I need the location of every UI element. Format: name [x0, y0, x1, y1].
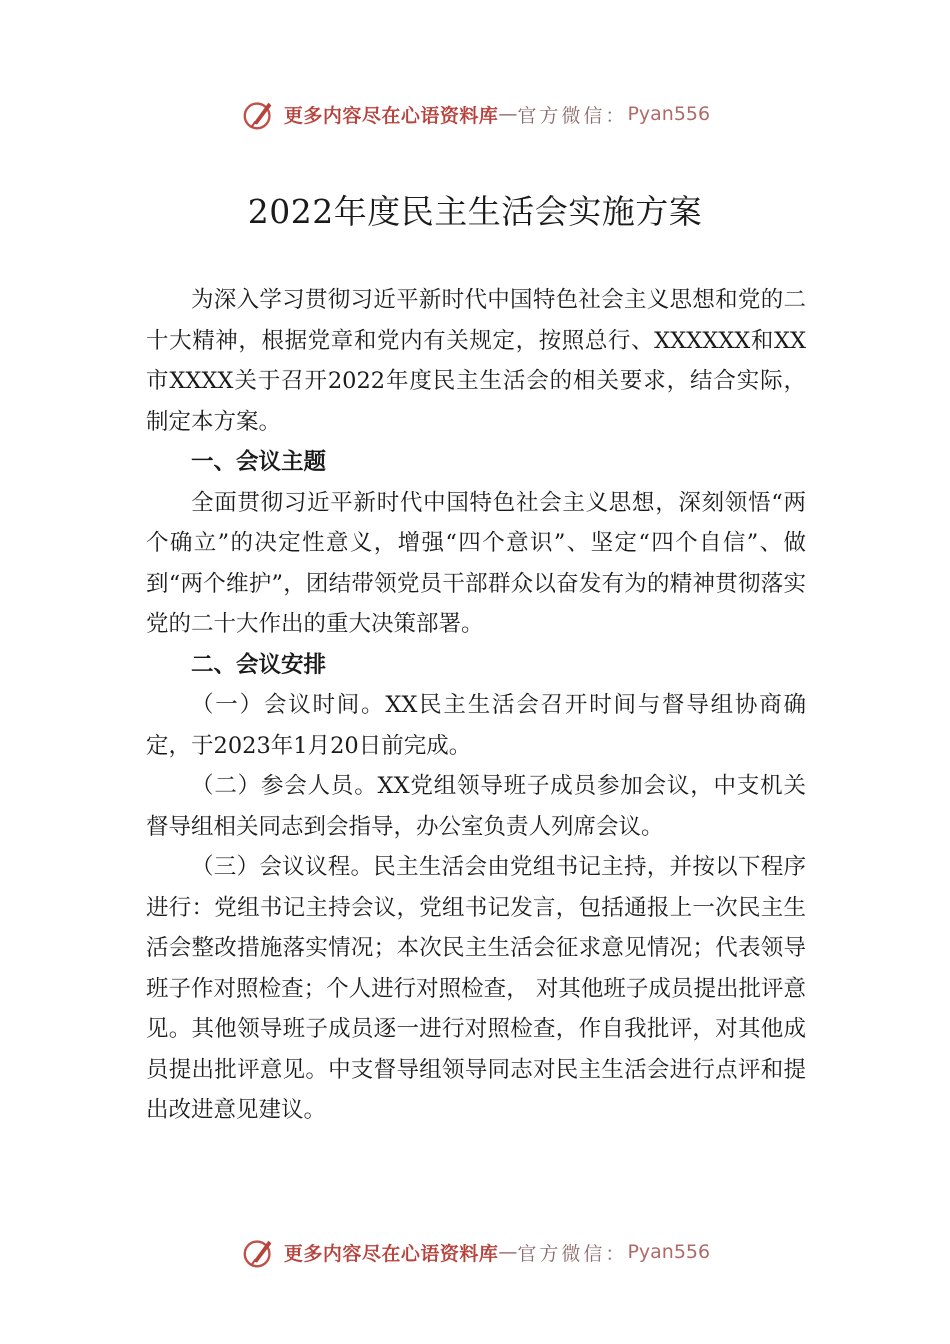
section-heading-theme: 一、会议主题: [191, 449, 327, 475]
agenda-paragraph: （三）会议议程。民主生活会由党组书记主持，并按以下程序进行：党组书记主持会议，党组书记发言，包括通报上一次民主生活会整改措施落实情况；本次民主生活会征求意见情况；代表领导班子作对照检查；个人进行对照检查， 对其他班子成员提出批评意见。其他领导班子成员逐一进行对照检查，作自我批评，对其他成员提出批评意见。中支督导组领导同志对民主生活会进行点评和提出改进意见建议。: [146, 854, 806, 1123]
document-title: 2022年度民主生活会实施方案: [247, 192, 703, 231]
banner-wechat-id: Pyan556: [627, 103, 711, 125]
theme-paragraph: 全面贯彻习近平新时代中国特色社会主义思想，深刻领悟“两个确立”的决定性意义，增强“四个意识”、坚定“四个自信”、做到“两个维护”，团结带领党员干部群众以奋发有为的精神贯彻落实党的二十大作出的重大决策部署。: [146, 489, 806, 637]
watermark-banner-bottom: [0, 1232, 950, 1272]
banner-wechat-label: 官方微信：: [517, 1242, 628, 1265]
document-body: [146, 280, 806, 1131]
meeting-time-paragraph: （一）会议时间。XX民主生活会召开时间与督导组协商确定，于2023年1月20日前完成。: [146, 692, 806, 759]
banner-wechat-label: 官方微信：: [517, 104, 628, 127]
intro-paragraph: 为深入学习贯彻习近平新时代中国特色社会主义思想和党的二十大精神，根据党章和党内有关规定，按照总行、XXXXXX和XX市XXXX关于召开2022年度民主生活会的相关要求，结合实际，制定本方案。: [146, 287, 806, 435]
watermark-banner-top: [0, 94, 950, 134]
quill-pen-icon: [240, 95, 278, 133]
quill-pen-icon: [240, 1233, 278, 1271]
banner-wechat-id: Pyan556: [627, 1241, 711, 1263]
banner-brand: 更多内容尽在心语资料库: [283, 1242, 499, 1265]
banner-separator: —: [498, 1241, 518, 1263]
attendees-paragraph: （二）参会人员。XX党组领导班子成员参加会议，中支机关督导组相关同志到会指导，办公室负责人列席会议。: [146, 773, 806, 840]
banner-brand: 更多内容尽在心语资料库: [283, 104, 499, 127]
banner-separator: —: [498, 103, 518, 125]
section-heading-arrangement: 二、会议安排: [191, 651, 327, 678]
